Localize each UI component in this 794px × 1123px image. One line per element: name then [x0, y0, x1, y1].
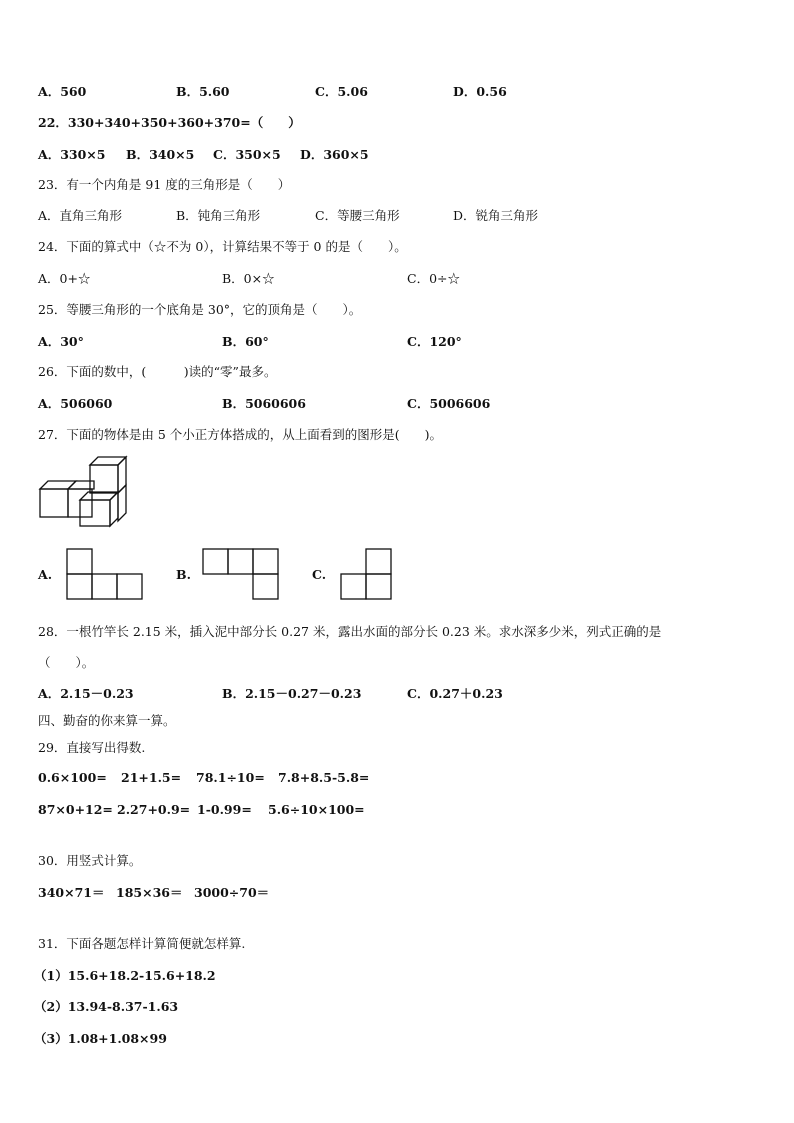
- q30-item3: 3000÷70＝: [194, 885, 270, 900]
- q22-option-a: A．330×5: [38, 147, 106, 162]
- q28-option-c: C．0.27＋0.23: [407, 686, 503, 701]
- section-4-title: 四、勤奋的你来算一算。: [38, 713, 176, 728]
- q26-stem: 26．下面的数中，( )读的“零”最多。: [38, 364, 277, 379]
- q23-option-a: A．直角三角形: [38, 208, 123, 223]
- q21-option-d: D．0.56: [453, 84, 507, 99]
- q30-stem: 30．用竖式计算。: [38, 853, 142, 868]
- q21-option-c: C．5.06: [315, 84, 368, 99]
- cube-stack-figure: [38, 455, 130, 529]
- q26-option-b: B．5060606: [222, 396, 306, 411]
- q29-row1-item4: 7.8+8.5-5.8=: [278, 770, 370, 785]
- q29-row1-item1: 0.6×100=: [38, 770, 107, 785]
- q27-option-a-label: A.: [38, 567, 53, 582]
- q29-row2-item3: 1-0.99=: [197, 802, 252, 817]
- q22-option-c: C．350×5: [213, 147, 281, 162]
- q27-option-c-figure: [340, 548, 394, 600]
- q31-stem: 31．下面各题怎样计算简便就怎样算.: [38, 936, 246, 951]
- q30-item2: 185×36＝: [116, 885, 183, 900]
- q31-item1: （1）15.6+18.2-15.6+18.2: [34, 968, 216, 983]
- q26-option-c: C．5006606: [407, 396, 491, 411]
- q27-option-b-figure: [202, 548, 280, 600]
- q27-option-a-figure: [66, 548, 144, 600]
- q27-option-b-label: B.: [176, 567, 191, 582]
- q23-stem: 23．有一个内角是 91 度的三角形是（ ）: [38, 177, 291, 192]
- q26-option-a: A．506060: [38, 396, 113, 411]
- q28-option-a: A．2.15－0.23: [38, 686, 134, 701]
- q23-option-d: D．锐角三角形: [453, 208, 539, 223]
- q24-option-b: B．0×☆: [222, 271, 275, 286]
- q21-option-a: A．560: [38, 84, 87, 99]
- q25-option-b: B．60°: [222, 334, 269, 349]
- q25-option-a: A．30°: [38, 334, 84, 349]
- q31-item2: （2）13.94-8.37-1.63: [34, 999, 179, 1014]
- q24-option-a: A．0+☆: [38, 271, 91, 286]
- q23-option-b: B．钝角三角形: [176, 208, 261, 223]
- q24-stem: 24．下面的算式中（☆不为 0），计算结果不等于 0 的是（ ）。: [38, 239, 407, 254]
- q28-option-b: B．2.15－0.27－0.23: [222, 686, 362, 701]
- q25-stem: 25．等腰三角形的一个底角是 30°，它的顶角是（ ）。: [38, 302, 362, 317]
- q22-option-b: B．340×5: [126, 147, 195, 162]
- q21-option-b: B．5.60: [176, 84, 230, 99]
- q30-item1: 340×71＝: [38, 885, 105, 900]
- q28-stem: 28．一根竹竿长 2.15 米，插入泥中部分长 0.27 米，露出水面的部分长 0.23 米。求水深多少米，列式正确的是: [38, 624, 662, 639]
- q27-stem: 27．下面的物体是由 5 个小正方体搭成的，从上面看到的图形是( )。: [38, 427, 443, 442]
- q25-option-c: C．120°: [407, 334, 462, 349]
- q29-row2-item1: 87×0+12=: [38, 802, 113, 817]
- q24-option-c: C．0÷☆: [407, 271, 460, 286]
- q29-stem: 29．直接写出得数.: [38, 740, 146, 755]
- q22-option-d: D．360×5: [300, 147, 369, 162]
- q28-stem-continued: （ ）。: [38, 655, 95, 670]
- q29-row1-item3: 78.1÷10=: [196, 770, 265, 785]
- q23-option-c: C．等腰三角形: [315, 208, 400, 223]
- q27-option-c-label: C.: [312, 567, 327, 582]
- q29-row2-item2: 2.27+0.9=: [117, 802, 191, 817]
- q29-row1-item2: 21+1.5=: [121, 770, 182, 785]
- q22-stem: 22．330+340+350+360+370=（ ）: [38, 115, 301, 130]
- q31-item3: （3）1.08+1.08×99: [34, 1031, 167, 1046]
- q29-row2-item4: 5.6÷10×100=: [268, 802, 365, 817]
